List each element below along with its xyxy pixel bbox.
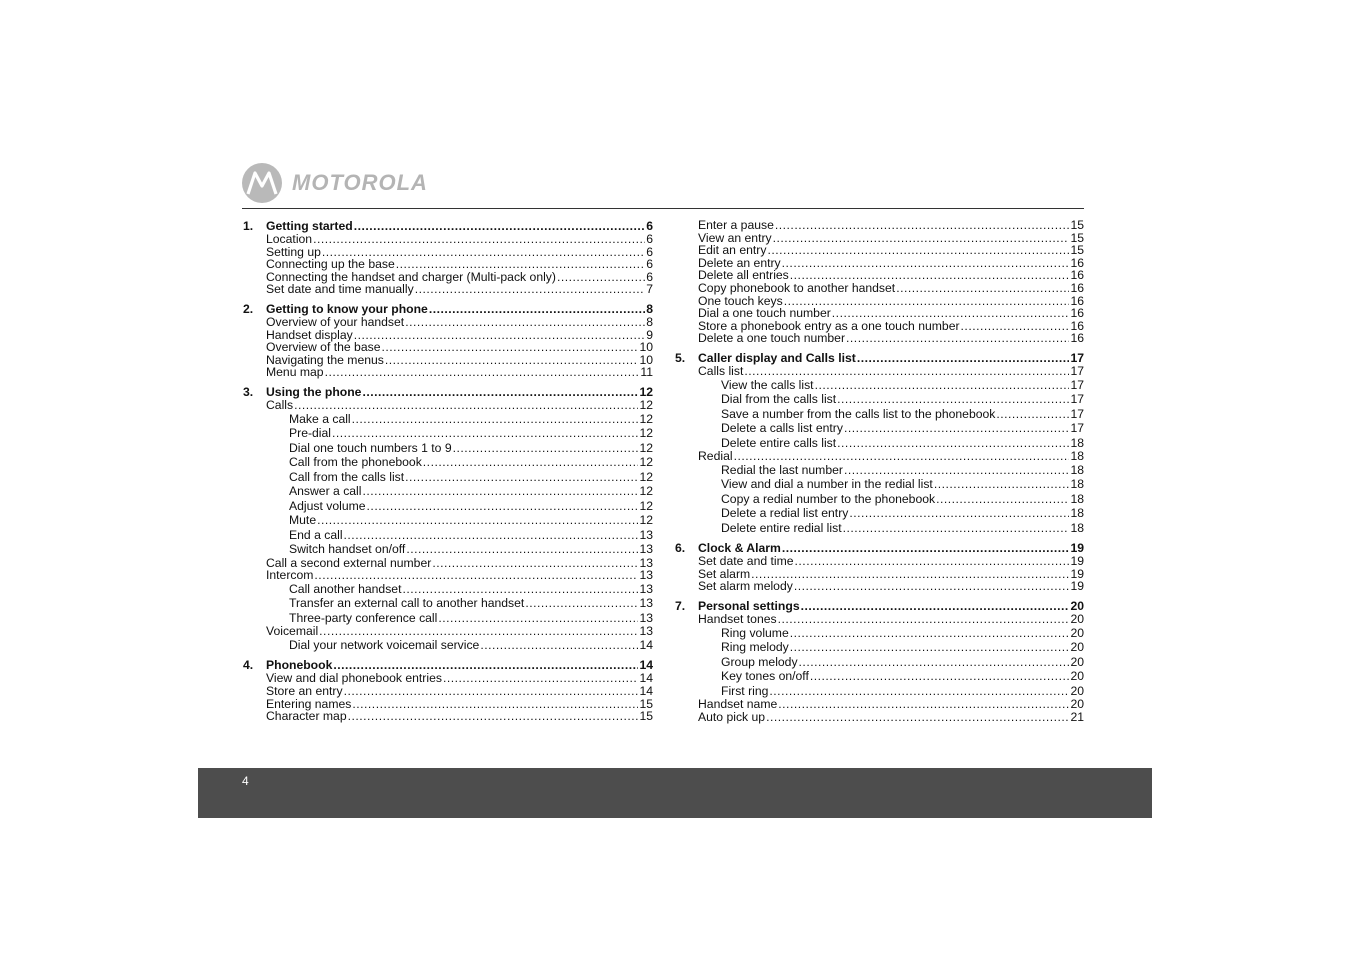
toc-title: View and dial phonebook entries — [266, 671, 442, 686]
toc-title: Store an entry — [266, 683, 343, 698]
toc-page-number: 13 — [639, 596, 653, 611]
toc-title: Delete a calls list entry — [721, 421, 843, 436]
toc-page-number: 12 — [639, 469, 653, 484]
toc-title: Delete a one touch number — [698, 331, 846, 346]
toc-entry[interactable] — [675, 365, 1084, 378]
toc-entry[interactable] — [243, 528, 653, 543]
toc-dot-leader — [857, 351, 1070, 365]
toc-title: Adjust volume — [289, 498, 366, 513]
toc-page-number: 16 — [1070, 331, 1084, 346]
toc-title: Intercom — [266, 568, 314, 583]
toc-page-number: 13 — [639, 581, 653, 596]
toc-title: Delete all entries — [698, 268, 789, 283]
toc-page-number: 18 — [1070, 435, 1084, 450]
toc-dot-leader — [525, 596, 638, 611]
toc-page-number: 12 — [639, 513, 653, 528]
toc-dot-leader — [294, 399, 638, 412]
toc-page-number: 12 — [639, 484, 653, 499]
toc-page-number: 17 — [1070, 377, 1084, 392]
toc-dot-leader — [751, 568, 1069, 581]
toc-page-number: 20 — [1070, 683, 1084, 698]
toc-page-number: 10 — [639, 340, 653, 355]
toc-entry[interactable] — [675, 626, 1084, 641]
toc-page-number: 13 — [639, 610, 653, 625]
toc-title: Dial from the calls list — [721, 392, 837, 407]
toc-entry[interactable] — [675, 640, 1084, 655]
toc-dot-leader — [402, 582, 638, 597]
header-rule — [242, 208, 1084, 209]
toc-page-number: 17 — [1070, 392, 1084, 407]
toc-dot-leader — [319, 625, 638, 638]
toc-page-number: 8 — [646, 301, 653, 316]
toc-title: Answer a call — [289, 484, 362, 499]
toc-entry[interactable] — [675, 613, 1084, 626]
toc-dot-leader — [769, 684, 1069, 699]
toc-page-number: 14 — [639, 671, 653, 686]
toc-dot-leader — [734, 450, 1070, 463]
toc-page-number: 16 — [1070, 268, 1084, 283]
toc-dot-leader — [352, 698, 638, 711]
toc-title: Clock & Alarm — [698, 541, 781, 556]
toc-page-number: 20 — [1070, 598, 1084, 613]
toc-page-number: 12 — [639, 455, 653, 470]
toc-dot-leader — [801, 599, 1070, 613]
toc-dot-leader — [423, 455, 639, 470]
toc-dot-leader — [325, 366, 640, 379]
toc-title: Phonebook — [266, 658, 333, 673]
toc-title: Make a call — [289, 411, 351, 426]
toc-section-number: 5. — [675, 350, 686, 365]
toc-column-right — [675, 219, 1084, 723]
toc-title: Set alarm melody — [698, 579, 793, 594]
toc-dot-leader — [815, 378, 1070, 393]
toc-section[interactable] — [675, 541, 1084, 555]
toc-title: Voicemail — [266, 624, 319, 639]
toc-title: Location — [266, 232, 313, 246]
toc-section[interactable] — [243, 302, 653, 316]
toc-page-number: 14 — [639, 658, 653, 673]
toc-page-number: 17 — [1070, 406, 1084, 421]
toc-dot-leader — [480, 638, 638, 653]
toc-title: Dial your network voicemail service — [289, 637, 480, 652]
toc-entry[interactable] — [675, 555, 1084, 568]
toc-dot-leader — [782, 257, 1070, 270]
toc-page-number: 12 — [639, 498, 653, 513]
toc-page-number: 18 — [1070, 477, 1084, 492]
toc-title: Call a second external number — [266, 555, 432, 570]
toc-page-number: 13 — [639, 527, 653, 542]
toc-entry[interactable] — [243, 513, 653, 528]
toc-dot-leader — [352, 412, 639, 427]
toc-entry[interactable] — [675, 436, 1084, 451]
toc-dot-leader — [314, 569, 638, 582]
toc-entry[interactable] — [675, 506, 1084, 521]
page-number: 4 — [242, 774, 249, 788]
toc-entry[interactable] — [243, 341, 653, 354]
toc-title: Setting up — [266, 244, 321, 259]
toc-dot-leader — [844, 463, 1069, 478]
toc-title: Switch handset on/off — [289, 542, 406, 557]
toc-page-number: 13 — [639, 624, 653, 639]
toc-page-number: 12 — [639, 426, 653, 441]
toc-title: Dial one touch numbers 1 to 9 — [289, 440, 452, 455]
toc-dot-leader — [396, 258, 645, 271]
toc-title: Copy phonebook to another handset — [698, 280, 896, 295]
toc-page-number: 6 — [646, 219, 653, 233]
toc-entry[interactable] — [675, 282, 1084, 295]
toc-page-number: 6 — [646, 269, 653, 284]
toc-dot-leader — [362, 484, 638, 499]
toc-entry[interactable] — [675, 244, 1084, 257]
toc-entry[interactable] — [675, 463, 1084, 478]
toc-title: Connecting the handset and charger (Multi-pack only) — [266, 269, 556, 284]
toc-dot-leader — [773, 232, 1070, 245]
toc-title: Overview of your handset — [266, 314, 405, 329]
toc-page-number: 15 — [1070, 230, 1084, 245]
toc-title: Save a number from the calls list to the phonebook — [721, 406, 996, 421]
toc-page-number: 20 — [1070, 611, 1084, 626]
toc-page-number: 12 — [639, 411, 653, 426]
toc-dot-leader — [996, 407, 1069, 422]
toc-title: Auto pick up — [698, 709, 766, 724]
toc-title: Delete entire redial list — [721, 520, 842, 535]
toc-page-number: 13 — [639, 542, 653, 557]
toc-title: Getting started — [266, 219, 353, 233]
toc-title: First ring — [721, 683, 769, 698]
toc-title: View the calls list — [721, 377, 814, 392]
toc-column-left — [243, 219, 653, 723]
toc-entry[interactable] — [243, 399, 653, 412]
toc-entry[interactable] — [243, 625, 653, 638]
toc-page-number: 15 — [639, 696, 653, 711]
toc-page-number: 15 — [1070, 243, 1084, 258]
toc-entry[interactable] — [675, 669, 1084, 684]
toc-page-number: 14 — [639, 637, 653, 652]
toc-page-number: 16 — [1070, 293, 1084, 308]
toc-title: Call another handset — [289, 581, 402, 596]
toc-section-number: 3. — [243, 384, 254, 399]
toc-dot-leader — [782, 541, 1070, 555]
toc-entry[interactable] — [243, 426, 653, 441]
toc-entry[interactable] — [243, 638, 653, 653]
toc-page-number: 16 — [1070, 280, 1084, 295]
toc-dot-leader — [767, 244, 1069, 257]
toc-entry[interactable] — [243, 455, 653, 470]
toc-title: Edit an entry — [698, 243, 767, 258]
toc-page-number: 18 — [1070, 462, 1084, 477]
toc-entry[interactable] — [675, 655, 1084, 670]
toc-section-number: 7. — [675, 598, 686, 613]
toc-dot-leader — [778, 698, 1069, 711]
toc-section[interactable] — [675, 351, 1084, 365]
toc-entry[interactable] — [243, 283, 653, 296]
toc-page-number: 17 — [1070, 350, 1084, 365]
toc-title: Group melody — [721, 654, 798, 669]
toc-entry[interactable] — [675, 711, 1084, 724]
toc-page-number: 12 — [639, 384, 653, 399]
toc-dot-leader — [453, 441, 639, 456]
toc-dot-leader — [832, 307, 1070, 320]
toc-dot-leader — [438, 611, 638, 626]
toc-dot-leader — [344, 685, 639, 698]
toc-title: Connecting up the base — [266, 257, 395, 272]
toc-title: Set alarm — [698, 566, 751, 581]
toc-title: Entering names — [266, 696, 352, 711]
toc-section-number: 4. — [243, 658, 254, 673]
toc-dot-leader — [317, 513, 638, 528]
toc-title: Ring melody — [721, 640, 789, 654]
toc-section[interactable] — [243, 219, 653, 233]
toc-dot-leader — [837, 436, 1069, 451]
toc-page-number: 6 — [646, 232, 653, 246]
toc-title: Delete an entry — [698, 255, 781, 270]
toc-entry[interactable] — [243, 685, 653, 698]
toc-dot-leader — [794, 580, 1070, 593]
toc-dot-leader — [846, 332, 1069, 345]
toc-title: Redial — [698, 449, 733, 464]
toc-page-number: 14 — [639, 683, 653, 698]
toc-page-number: 7 — [646, 282, 653, 297]
toc-page-number: 16 — [1070, 255, 1084, 270]
toc-page-number: 19 — [1070, 579, 1084, 594]
toc-dot-leader — [799, 655, 1070, 670]
toc-page-number: 19 — [1070, 554, 1084, 569]
toc-dot-leader — [332, 426, 638, 441]
toc-entry[interactable] — [675, 219, 1084, 232]
toc-dot-leader — [406, 542, 638, 557]
toc-section-number: 6. — [675, 541, 686, 556]
toc-page-number: 16 — [1070, 306, 1084, 321]
toc-dot-leader — [934, 477, 1070, 492]
toc-dot-leader — [385, 354, 639, 367]
toc-page-number: 17 — [1070, 363, 1084, 378]
footer-bar — [198, 768, 1152, 818]
toc-section[interactable] — [675, 599, 1084, 613]
toc-dot-leader — [790, 640, 1070, 655]
toc-page-number: 6 — [646, 244, 653, 259]
toc-dot-leader — [333, 658, 638, 672]
toc-entry[interactable] — [243, 596, 653, 611]
toc-entry[interactable] — [675, 492, 1084, 507]
brand-name: MOTOROLA — [292, 170, 428, 195]
toc-entry[interactable] — [243, 366, 653, 379]
toc-entry[interactable] — [675, 684, 1084, 699]
toc-page-number: 18 — [1070, 449, 1084, 464]
toc-title: One touch keys — [698, 293, 783, 308]
toc-dot-leader — [775, 219, 1070, 232]
toc-page-number: 6 — [646, 257, 653, 272]
toc-entry[interactable] — [675, 378, 1084, 393]
toc-title: End a call — [289, 527, 343, 542]
toc-page-number: 20 — [1070, 640, 1084, 654]
toc-title: Delete a redial list entry — [721, 506, 849, 521]
toc-dot-leader — [961, 320, 1070, 333]
toc-dot-leader — [795, 555, 1070, 568]
toc-dot-leader — [354, 329, 646, 342]
toc-page-number: 15 — [639, 709, 653, 724]
toc-title: Handset display — [266, 327, 353, 342]
toc-title: Using the phone — [266, 384, 362, 399]
toc-title: Pre-dial — [289, 426, 331, 441]
toc-dot-leader — [443, 672, 638, 685]
toc-title: Redial the last number — [721, 462, 843, 477]
toc-entry[interactable] — [243, 412, 653, 427]
toc-entry[interactable] — [675, 307, 1084, 320]
toc-entry[interactable] — [243, 316, 653, 329]
toc-title: View and dial a number in the redial list — [721, 477, 933, 492]
toc-page-number: 19 — [1070, 541, 1084, 556]
toc-dot-leader — [844, 421, 1070, 436]
toc-entry[interactable] — [243, 484, 653, 499]
toc-page-number: 16 — [1070, 318, 1084, 333]
toc-title: Store a phonebook entry as a one touch number — [698, 318, 960, 333]
toc-page-number: 11 — [640, 365, 653, 380]
toc-dot-leader — [432, 557, 638, 570]
motorola-batwing-icon — [242, 163, 282, 203]
toc-dot-leader — [381, 341, 638, 354]
toc-dot-leader — [778, 613, 1070, 626]
toc-title: Dial a one touch number — [698, 306, 831, 321]
toc-section[interactable] — [243, 385, 653, 399]
toc-title: Call from the calls list — [289, 469, 405, 484]
toc-entry[interactable] — [243, 710, 653, 723]
toc-title: Transfer an external call to another handset — [289, 596, 525, 611]
toc-entry[interactable] — [675, 580, 1084, 593]
toc-page-number: 18 — [1070, 520, 1084, 535]
toc-entry[interactable] — [675, 407, 1084, 422]
toc-dot-leader — [348, 710, 639, 723]
toc-page-number: 12 — [639, 397, 653, 412]
toc-dot-leader — [896, 282, 1069, 295]
toc-page-number: 10 — [639, 352, 653, 367]
toc-dot-leader — [405, 470, 638, 485]
toc-page-number: 8 — [646, 314, 653, 329]
toc-dot-leader — [557, 271, 645, 284]
toc-title: Enter a pause — [698, 218, 774, 232]
toc-section[interactable] — [243, 658, 653, 672]
toc-page-number: 20 — [1070, 654, 1084, 669]
toc-title: Delete entire calls list — [721, 435, 837, 450]
toc-page-number: 15 — [1070, 218, 1084, 232]
toc-entry[interactable] — [243, 611, 653, 626]
toc-page-number: 12 — [639, 440, 653, 455]
toc-title: Set date and time — [698, 554, 794, 569]
toc-entry[interactable] — [243, 542, 653, 557]
toc-dot-leader — [766, 711, 1069, 724]
toc-dot-leader — [354, 219, 646, 233]
toc-dot-leader — [837, 392, 1069, 407]
toc-dot-leader — [313, 233, 645, 246]
toc-section-number: 1. — [243, 219, 254, 233]
toc-page-number: 21 — [1070, 709, 1084, 724]
toc-entry[interactable] — [675, 421, 1084, 436]
toc-title: Personal settings — [698, 598, 800, 613]
toc-entry[interactable] — [675, 698, 1084, 711]
toc-title: Caller display and Calls list — [698, 350, 856, 365]
toc-dot-leader — [367, 499, 639, 514]
toc-title: Ring volume — [721, 625, 789, 640]
toc-entry[interactable] — [243, 499, 653, 514]
toc-dot-leader — [843, 521, 1070, 536]
toc-entry[interactable] — [243, 233, 653, 246]
toc-entry[interactable] — [243, 470, 653, 485]
toc-page-number: 18 — [1070, 506, 1084, 521]
toc-title: Copy a redial number to the phonebook — [721, 491, 936, 506]
toc-dot-leader — [849, 506, 1069, 521]
toc-title: Set date and time manually — [266, 282, 414, 297]
toc-title: Mute — [289, 513, 317, 528]
toc-entry[interactable] — [243, 582, 653, 597]
toc-entry[interactable] — [243, 258, 653, 271]
toc-title: Navigating the menus — [266, 352, 384, 367]
toc-section-number: 2. — [243, 301, 254, 316]
toc-entry[interactable] — [675, 450, 1084, 463]
toc-page-number: 20 — [1070, 669, 1084, 683]
toc-dot-leader — [790, 626, 1070, 641]
toc-page-number: 9 — [646, 327, 653, 342]
toc-title: View an entry — [698, 230, 772, 245]
toc-entry[interactable] — [243, 569, 653, 582]
toc-dot-leader — [429, 302, 645, 316]
toc-title: Three-party conference call — [289, 610, 438, 625]
toc-entry[interactable] — [675, 477, 1084, 492]
toc-title: Character map — [266, 709, 347, 724]
toc-title: Call from the phonebook — [289, 455, 422, 470]
toc-title: Calls list — [698, 363, 744, 378]
toc-page-number: 19 — [1070, 566, 1084, 581]
toc-dot-leader — [362, 385, 638, 399]
toc-entry[interactable] — [675, 332, 1084, 345]
toc-dot-leader — [415, 283, 646, 296]
toc-title: Menu map — [266, 365, 324, 380]
toc-dot-leader — [344, 528, 639, 543]
toc-dot-leader — [405, 316, 645, 329]
toc-page-number: 13 — [639, 568, 653, 583]
toc-page-number: 20 — [1070, 625, 1084, 640]
toc-dot-leader — [744, 365, 1069, 378]
toc-dot-leader — [936, 492, 1069, 507]
toc-title: Overview of the base — [266, 340, 381, 355]
toc-title: Key tones on/off — [721, 669, 809, 683]
toc-title: Handset name — [698, 697, 778, 711]
toc-page-number: 20 — [1070, 697, 1084, 711]
toc-entry[interactable] — [675, 521, 1084, 536]
toc-entry[interactable] — [675, 392, 1084, 407]
toc-dot-leader — [810, 669, 1070, 684]
toc-page-number: 13 — [639, 555, 653, 570]
toc-title: Calls — [266, 397, 294, 412]
motorola-logo — [242, 160, 428, 206]
toc-title: Handset tones — [698, 611, 777, 626]
toc-page-number: 18 — [1070, 491, 1084, 506]
toc-title: Getting to know your phone — [266, 301, 428, 316]
toc-page-number: 17 — [1070, 421, 1084, 436]
toc-entry[interactable] — [243, 441, 653, 456]
